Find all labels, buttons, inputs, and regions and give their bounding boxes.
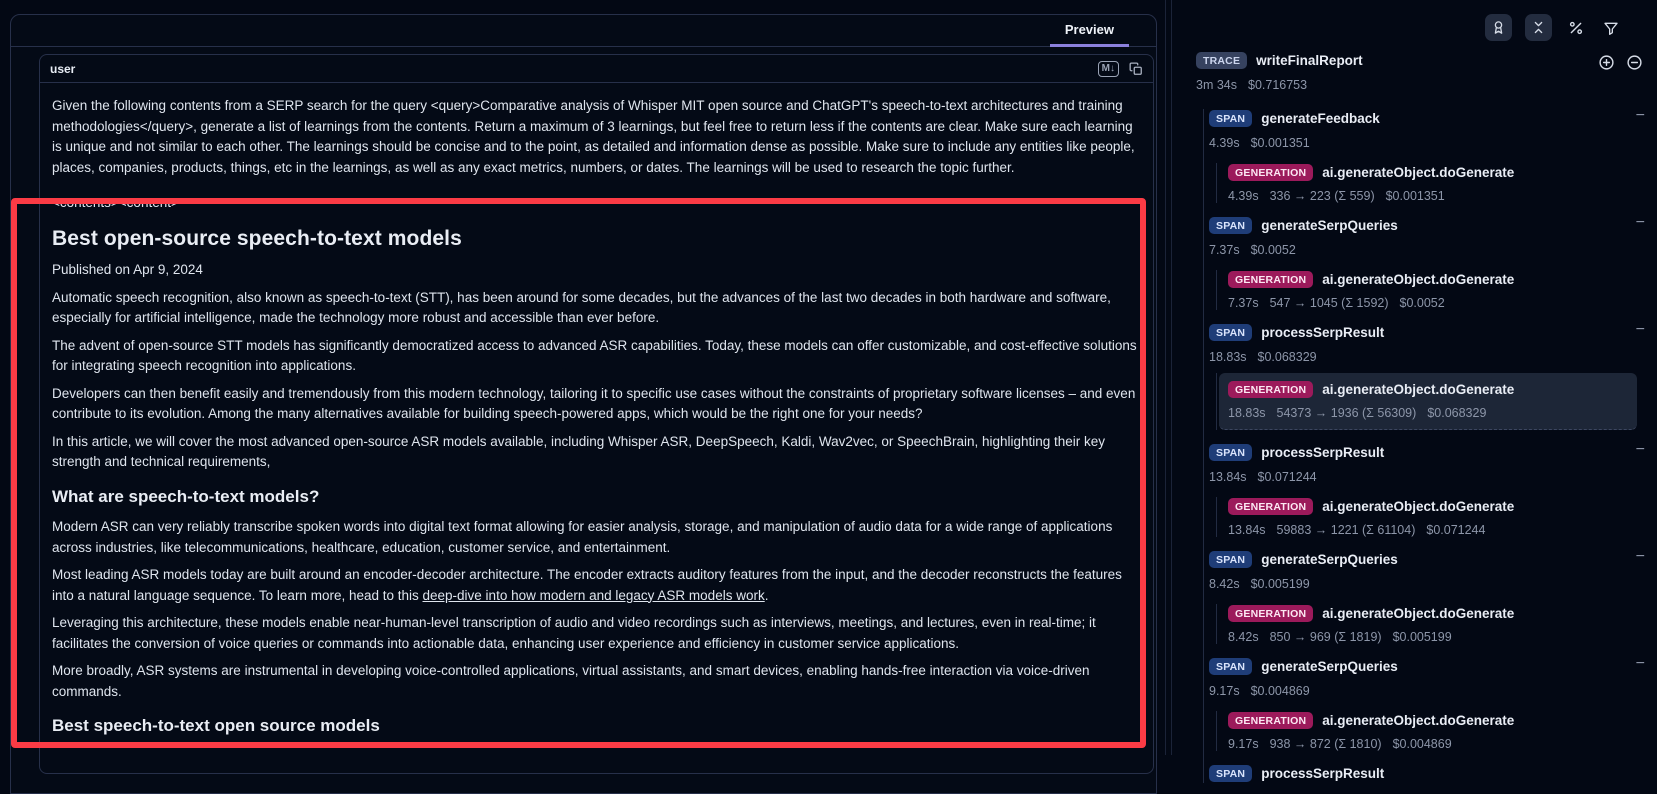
generation-block [1228, 497, 1633, 537]
message-body [40, 83, 1153, 737]
trace-stats [1196, 77, 1633, 92]
span-badge: SPAN [1209, 551, 1252, 568]
article-paragraph: More broadly, ASR systems are instrumental in developing voice-controlled applications, virtual assistants, and smart devices, enabling hands-free interaction via voice-driven commands. [52, 661, 1139, 702]
span-duration: 18.83s [1209, 350, 1247, 364]
span-block [1209, 216, 1633, 310]
collapse-span-icon[interactable]: − [1636, 549, 1645, 565]
span-badge: SPAN [1209, 110, 1252, 127]
preview-panel [10, 14, 1157, 794]
copy-icon[interactable] [1129, 62, 1143, 76]
generation-cost: $0.068329 [1427, 406, 1486, 420]
generation-tokens: 59883 → 1221 (Σ 61104) [1277, 523, 1416, 537]
contents-open-tag: <contents><content> [52, 193, 1139, 214]
generation-block [1228, 270, 1633, 310]
generation-row[interactable] [1228, 711, 1625, 730]
generation-badge: GENERATION [1228, 712, 1313, 729]
generation-stats [1228, 522, 1625, 537]
article-title: Best open-source speech-to-text models [52, 229, 1139, 250]
generation-stats [1228, 629, 1625, 644]
span-badge: SPAN [1209, 765, 1252, 782]
span-stats [1209, 469, 1633, 484]
trace-children [1203, 109, 1633, 783]
generation-tokens: 336 → 223 (Σ 559) [1270, 189, 1375, 203]
span-row[interactable] [1209, 764, 1633, 783]
span-cost: $0.004869 [1251, 684, 1310, 698]
generation-row[interactable] [1228, 270, 1625, 289]
span-name: processSerpResult [1261, 766, 1384, 781]
award-icon[interactable] [1485, 14, 1512, 41]
span-stats [1209, 242, 1633, 257]
span-block [1209, 323, 1633, 430]
article-heading: Best speech-to-text open source models [52, 716, 1139, 737]
span-block [1209, 443, 1633, 537]
span-name: generateSerpQueries [1261, 552, 1398, 567]
percent-icon[interactable] [1565, 17, 1587, 39]
generation-name: ai.generateObject.doGenerate [1322, 272, 1514, 287]
generation-cost: $0.001351 [1386, 189, 1445, 203]
generation-stats [1228, 188, 1625, 203]
generation-row[interactable] [1228, 163, 1625, 182]
span-badge: SPAN [1209, 217, 1252, 234]
generation-name: ai.generateObject.doGenerate [1322, 165, 1514, 180]
article-paragraph: In this article, we will cover the most advanced open-source ASR models available, including Whisper ASR, DeepSpeech, Kaldi, Wav2vec, or SpeechBrain, highlighting their key strength and technical requirements, [52, 432, 1139, 473]
generation-row[interactable] [1228, 604, 1625, 623]
span-stats [1209, 135, 1633, 150]
generation-row[interactable] [1228, 380, 1629, 399]
prompt-text: Given the following contents from a SERP search for the query <query>Comparative analysis of Whisper MIT open source and ChatGPT's speech-to-text architectures and training methodologies</query>, generate a list of learnings from the contents. Return a maximum of 3 learnings, but feel free to return less if the contents are clear. Make sure each learning is unique and not similar to each other. The learnings should be concise and to the point, as detailed and information dense as possible. Make sure to include any entities like people, places, companies, products, things, etc in the learnings, as well as any exact metrics, numbers, or dates. The learnings will be used to research the topic further. [52, 96, 1139, 178]
generation-block-selected [1219, 373, 1637, 430]
span-duration: 13.84s [1209, 470, 1247, 484]
generation-tokens: 54373 → 1936 (Σ 56309) [1277, 406, 1417, 420]
span-name: processSerpResult [1261, 325, 1384, 340]
trace-row[interactable] [1196, 51, 1633, 70]
trace-toolbar [1485, 14, 1622, 41]
user-message-card [39, 54, 1154, 774]
span-duration: 7.37s [1209, 243, 1240, 257]
span-stats [1209, 576, 1633, 591]
article-heading: What are speech-to-text models? [52, 487, 1139, 508]
generation-block [1228, 163, 1633, 203]
span-row[interactable] [1209, 323, 1633, 342]
trace-title: writeFinalReport [1256, 53, 1363, 68]
trace-panel [1176, 0, 1657, 755]
article-paragraph: Automatic speech recognition, also known as speech-to-text (STT), has been around for some decades, but the advances of the last two decades in both hardware and software, especially for artificial intelligence, made the technology more robust and accessible than ever before. [52, 288, 1139, 329]
generation-duration: 4.39s [1228, 189, 1259, 203]
span-row[interactable] [1209, 443, 1633, 462]
span-badge: SPAN [1209, 324, 1252, 341]
span-stats [1209, 349, 1633, 364]
generation-badge: GENERATION [1228, 381, 1313, 398]
tab-preview[interactable]: Preview [1050, 15, 1129, 47]
generation-badge: GENERATION [1228, 164, 1313, 181]
span-cost: $0.068329 [1258, 350, 1317, 364]
span-row[interactable] [1209, 657, 1633, 676]
span-duration: 9.17s [1209, 684, 1240, 698]
span-badge: SPAN [1209, 658, 1252, 675]
trace-tree [1196, 0, 1633, 783]
generation-duration: 13.84s [1228, 523, 1266, 537]
generation-name: ai.generateObject.doGenerate [1322, 713, 1514, 728]
funnel-icon[interactable] [1600, 17, 1622, 39]
generation-badge: GENERATION [1228, 271, 1313, 288]
generation-block [1228, 711, 1633, 751]
span-row[interactable] [1209, 109, 1633, 128]
generation-tokens: 850 → 969 (Σ 1819) [1270, 630, 1382, 644]
generation-badge: GENERATION [1228, 605, 1313, 622]
generation-name: ai.generateObject.doGenerate [1322, 606, 1514, 621]
span-duration: 4.39s [1209, 136, 1240, 150]
article-published-date: Published on Apr 9, 2024 [52, 260, 1139, 281]
generation-duration: 18.83s [1228, 406, 1266, 420]
span-cost: $0.005199 [1251, 577, 1310, 591]
collapse-span-icon[interactable]: − [1636, 322, 1645, 338]
span-row[interactable] [1209, 550, 1633, 569]
generation-badge: GENERATION [1228, 498, 1313, 515]
collapse-span-icon[interactable]: − [1636, 656, 1645, 672]
article-paragraph: Leveraging this architecture, these models enable near-human-level transcription of audio and video recordings such as interviews, meetings, and lectures, even in real-time; it facilitates the conversion of voice queries or commands into actionable data, enhancing user experience and efficiency in customer service applications. [52, 613, 1139, 654]
span-name: processSerpResult [1261, 445, 1384, 460]
message-header [40, 55, 1153, 83]
span-name: generateSerpQueries [1261, 659, 1398, 674]
span-block [1209, 550, 1633, 644]
generation-tokens: 547 → 1045 (Σ 1592) [1270, 296, 1389, 310]
trace-duration: 3m 34s [1196, 78, 1237, 92]
generation-stats [1228, 405, 1629, 420]
article-paragraph: Modern ASR can very reliably transcribe spoken words into digital text format allowing for easier analysis, storage, and manipulation of audio data for a wide range of applications across industries, like telecommunications, healthcare, education, customer service, and entertainment. [52, 517, 1139, 558]
generation-cost: $0.005199 [1393, 630, 1452, 644]
generation-duration: 7.37s [1228, 296, 1259, 310]
trace-badge: TRACE [1196, 52, 1247, 69]
generation-duration: 9.17s [1228, 737, 1259, 751]
generation-stats [1228, 736, 1625, 751]
generation-tokens: 938 → 872 (Σ 1810) [1270, 737, 1382, 751]
generation-cost: $0.004869 [1393, 737, 1452, 751]
article-text: . [765, 588, 769, 603]
generation-cost: $0.071244 [1426, 523, 1485, 537]
collapse-span-icon[interactable]: − [1636, 108, 1645, 124]
generation-stats [1228, 295, 1625, 310]
generation-name: ai.generateObject.doGenerate [1322, 382, 1514, 397]
pane-resize-handle[interactable] [1163, 0, 1172, 755]
span-block [1209, 109, 1633, 203]
message-role-label: user [50, 62, 75, 76]
circle-minus-icon[interactable] [1623, 51, 1645, 73]
article-paragraph [52, 565, 1139, 606]
generation-block [1228, 604, 1633, 644]
circle-plus-icon[interactable] [1595, 51, 1617, 73]
span-duration: 8.42s [1209, 577, 1240, 591]
span-block-partial [1209, 764, 1633, 783]
span-stats [1209, 683, 1633, 698]
generation-row[interactable] [1228, 497, 1625, 516]
span-name: generateFeedback [1261, 111, 1380, 126]
span-badge: SPAN [1209, 444, 1252, 461]
collapse-span-icon[interactable]: − [1636, 215, 1645, 231]
trace-cost: $0.716753 [1248, 78, 1307, 92]
article-paragraph: Developers can then benefit easily and tremendously from this modern technology, tailoring it to specific use cases without the constraints of proprietary software licenses – and even contribute to its evolution. Among the many alternatives available for building speech-powered apps, which would be the right one for your needs? [52, 384, 1139, 425]
markdown-toggle-icon[interactable]: M↓ [1098, 61, 1119, 77]
span-row[interactable] [1209, 216, 1633, 235]
collapse-span-icon[interactable]: − [1636, 442, 1645, 458]
span-cost: $0.0052 [1251, 243, 1296, 257]
span-block [1209, 657, 1633, 751]
preview-tabbar [11, 15, 1156, 47]
article-text: Most leading ASR models today are built around an encoder-decoder architecture. The encoder extracts auditory features from the input, and the decoder reconstructs the features into a natural language sequence. To learn more, head to this [52, 567, 1122, 603]
collapse-vertical-icon[interactable] [1525, 14, 1552, 41]
span-cost: $0.001351 [1251, 136, 1310, 150]
span-cost: $0.071244 [1258, 470, 1317, 484]
generation-cost: $0.0052 [1400, 296, 1445, 310]
article-paragraph: The advent of open-source STT models has significantly democratized access to advanced ASR capabilities. Today, these models can offer customizable, and cost-effective solutions for integrating speech recognition into applications. [52, 336, 1139, 377]
article-link[interactable]: deep-dive into how modern and legacy ASR models work [423, 588, 765, 603]
span-name: generateSerpQueries [1261, 218, 1398, 233]
generation-duration: 8.42s [1228, 630, 1259, 644]
generation-name: ai.generateObject.doGenerate [1322, 499, 1514, 514]
